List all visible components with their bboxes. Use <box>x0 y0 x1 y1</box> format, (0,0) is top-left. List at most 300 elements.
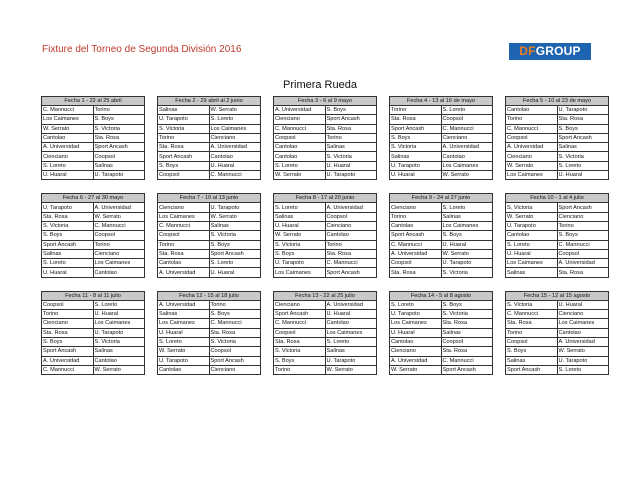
home-team: Torino <box>506 115 558 124</box>
match-row <box>42 203 145 212</box>
match-row <box>158 268 261 277</box>
away-team: S. Boys <box>557 231 609 240</box>
home-team: Los Caimanes <box>42 115 94 124</box>
home-team: U. Tarapoto <box>42 203 94 212</box>
away-team: U. Huaral <box>209 161 261 170</box>
away-team: S. Boys <box>209 240 261 249</box>
away-team: U. Tarapoto <box>209 203 261 212</box>
home-team: U. Tarapoto <box>390 161 442 170</box>
away-team: U. Tarapoto <box>557 356 609 365</box>
home-team: W. Serrato <box>274 171 326 180</box>
match-row <box>506 310 609 319</box>
match-row <box>158 161 261 170</box>
match-row <box>506 115 609 124</box>
home-team: W. Serrato <box>390 365 442 374</box>
match-row <box>274 310 377 319</box>
home-team: S. Boys <box>274 249 326 258</box>
home-team: W. Serrato <box>42 124 94 133</box>
home-team: Coopsol <box>158 171 210 180</box>
away-team: S. Victoria <box>441 268 493 277</box>
away-team: U. Tarapoto <box>441 259 493 268</box>
home-team: A. Universidad <box>390 356 442 365</box>
match-row <box>506 240 609 249</box>
match-row <box>274 347 377 356</box>
match-row <box>42 337 145 346</box>
home-team: Torino <box>390 212 442 221</box>
match-row <box>390 328 493 337</box>
match-row <box>390 133 493 142</box>
fixture-table <box>389 291 493 375</box>
home-team: S. Victoria <box>158 124 210 133</box>
fixture-header: Fecha 6 - 27 al 30 mayo <box>42 194 145 203</box>
fixture-table <box>41 96 145 180</box>
match-row <box>506 347 609 356</box>
away-team: Coopsol <box>557 249 609 258</box>
match-row <box>506 365 609 374</box>
home-team: S. Boys <box>274 356 326 365</box>
home-team: U. Huaral <box>42 171 94 180</box>
match-row <box>506 124 609 133</box>
home-team: Coopsol <box>506 133 558 142</box>
away-team: Salinas <box>557 143 609 152</box>
away-team: W. Serrato <box>209 106 261 115</box>
home-team: Salinas <box>274 212 326 221</box>
away-team: Cienciano <box>557 310 609 319</box>
away-team: S. Victoria <box>93 337 145 346</box>
home-team: W. Serrato <box>274 231 326 240</box>
away-team: Torino <box>325 240 377 249</box>
match-row <box>390 249 493 258</box>
home-team: Sta. Rosa <box>42 328 94 337</box>
match-row <box>158 212 261 221</box>
home-team: Torino <box>158 240 210 249</box>
home-team: C. Mannucci <box>42 106 94 115</box>
home-team: Cienciano <box>274 115 326 124</box>
away-team: S. Victoria <box>209 231 261 240</box>
away-team: Coopsol <box>209 347 261 356</box>
away-team: Los Caimanes <box>209 124 261 133</box>
match-row <box>42 328 145 337</box>
match-row <box>42 300 145 309</box>
match-row <box>274 337 377 346</box>
away-team: S. Loreto <box>93 300 145 309</box>
match-row <box>158 171 261 180</box>
away-team: S. Loreto <box>441 203 493 212</box>
home-team: S. Loreto <box>158 337 210 346</box>
match-row <box>390 231 493 240</box>
match-row <box>390 106 493 115</box>
match-row <box>42 356 145 365</box>
away-team: Sport Ancash <box>93 143 145 152</box>
away-team: S. Loreto <box>441 106 493 115</box>
away-team: Cienciano <box>93 249 145 258</box>
match-row <box>158 240 261 249</box>
match-row <box>390 356 493 365</box>
home-team: S. Loreto <box>42 161 94 170</box>
dfgroup-logo: DFGROUP <box>509 43 591 60</box>
away-team: Sport Ancash <box>441 365 493 374</box>
home-team: S. Loreto <box>42 259 94 268</box>
match-row <box>390 347 493 356</box>
away-team: Los Caimanes <box>441 161 493 170</box>
fixture-table <box>41 291 145 375</box>
match-row <box>390 171 493 180</box>
away-team: Salinas <box>441 212 493 221</box>
home-team: S. Boys <box>42 337 94 346</box>
match-row <box>42 161 145 170</box>
fixture-header: Fecha 5 - 10 al 23 de mayo <box>506 97 609 106</box>
match-row <box>506 337 609 346</box>
match-row <box>42 143 145 152</box>
away-team: C. Mannucci <box>209 319 261 328</box>
fixture-header: Fecha 4 - 13 al 16 de mayo <box>390 97 493 106</box>
home-team: Cantolao <box>506 106 558 115</box>
match-row <box>274 221 377 230</box>
match-row <box>158 133 261 142</box>
fixture-table <box>157 291 261 375</box>
home-team: A. Universidad <box>274 106 326 115</box>
section-title: Primera Rueda <box>283 79 357 91</box>
home-team: Salinas <box>390 152 442 161</box>
away-team: A. Universidad <box>325 203 377 212</box>
away-team: Cantolao <box>93 268 145 277</box>
away-team: Cienciano <box>209 365 261 374</box>
away-team: Cienciano <box>325 221 377 230</box>
home-team: Sta. Rosa <box>390 115 442 124</box>
home-team: Cantolao <box>390 337 442 346</box>
match-row <box>274 106 377 115</box>
away-team: Cantolao <box>441 152 493 161</box>
match-row <box>390 221 493 230</box>
home-team: Coopsol <box>274 328 326 337</box>
away-team: S. Loreto <box>557 161 609 170</box>
home-team: Torino <box>158 133 210 142</box>
match-row <box>158 347 261 356</box>
match-row <box>158 231 261 240</box>
away-team: U. Tarapoto <box>325 356 377 365</box>
match-row <box>274 124 377 133</box>
home-team: Torino <box>390 106 442 115</box>
away-team: A. Universidad <box>209 143 261 152</box>
match-row <box>274 231 377 240</box>
home-team: Los Caimanes <box>390 319 442 328</box>
fixture-header: Fecha 15 - 12 al 15 agosto <box>506 291 609 300</box>
fixture-table <box>505 291 609 375</box>
away-team: W. Serrato <box>557 347 609 356</box>
away-team: Coopsol <box>325 212 377 221</box>
away-team: Salinas <box>93 347 145 356</box>
home-team: A. Universidad <box>158 268 210 277</box>
home-team: Salinas <box>158 106 210 115</box>
away-team: W. Serrato <box>209 212 261 221</box>
fixture-header: Fecha 1 - 22 al 25 abril <box>42 97 145 106</box>
home-team: Sta. Rosa <box>158 249 210 258</box>
match-row <box>158 365 261 374</box>
home-team: Cantolao <box>42 133 94 142</box>
away-team: Los Caimanes <box>93 259 145 268</box>
match-row <box>158 124 261 133</box>
home-team: Cantolao <box>158 365 210 374</box>
away-team: Los Caimanes <box>93 319 145 328</box>
away-team: Cienciano <box>441 133 493 142</box>
away-team: U. Tarapoto <box>93 171 145 180</box>
match-row <box>42 115 145 124</box>
home-team: A. Universidad <box>42 143 94 152</box>
home-team: Cantolao <box>506 231 558 240</box>
match-row <box>158 249 261 258</box>
home-team: Cantolao <box>390 221 442 230</box>
fixture-header: Fecha 12 - 15 al 18 julio <box>158 291 261 300</box>
home-team: Sport Ancash <box>158 152 210 161</box>
away-team: Salinas <box>209 221 261 230</box>
home-team: Salinas <box>506 268 558 277</box>
away-team: U. Tarapoto <box>325 171 377 180</box>
away-team: Cantolao <box>557 328 609 337</box>
away-team: Sport Ancash <box>557 203 609 212</box>
home-team: U. Tarapoto <box>158 356 210 365</box>
match-row <box>506 212 609 221</box>
match-row <box>42 310 145 319</box>
away-team: S. Loreto <box>209 115 261 124</box>
match-row <box>42 171 145 180</box>
match-row <box>158 115 261 124</box>
away-team: S. Loreto <box>325 337 377 346</box>
home-team: S. Boys <box>42 231 94 240</box>
home-team: Torino <box>274 365 326 374</box>
away-team: Los Caimanes <box>441 221 493 230</box>
match-row <box>42 240 145 249</box>
home-team: C. Mannucci <box>390 240 442 249</box>
away-team: U. Huaral <box>325 310 377 319</box>
away-team: W. Serrato <box>93 212 145 221</box>
match-row <box>158 106 261 115</box>
home-team: Sta. Rosa <box>42 212 94 221</box>
home-team: A. Universidad <box>506 143 558 152</box>
home-team: Sta. Rosa <box>506 319 558 328</box>
away-team: S. Victoria <box>325 152 377 161</box>
away-team: S. Boys <box>93 115 145 124</box>
away-team: Sta. Rosa <box>557 115 609 124</box>
match-row <box>506 319 609 328</box>
match-row <box>274 240 377 249</box>
home-team: Cantolao <box>274 152 326 161</box>
away-team: Sta. Rosa <box>325 249 377 258</box>
match-row <box>42 212 145 221</box>
away-team: C. Mannucci <box>325 259 377 268</box>
home-team: Los Caimanes <box>506 171 558 180</box>
match-row <box>42 365 145 374</box>
fixture-table <box>389 193 493 277</box>
match-row <box>506 221 609 230</box>
match-row <box>390 337 493 346</box>
away-team: Sta. Rosa <box>209 328 261 337</box>
home-team: S. Loreto <box>274 203 326 212</box>
match-row <box>390 268 493 277</box>
home-team: U. Huaral <box>506 249 558 258</box>
away-team: U. Tarapoto <box>93 328 145 337</box>
match-row <box>158 152 261 161</box>
away-team: Sport Ancash <box>209 356 261 365</box>
away-team: Torino <box>209 300 261 309</box>
match-row <box>390 203 493 212</box>
away-team: Coopsol <box>441 337 493 346</box>
away-team: U. Huaral <box>325 161 377 170</box>
match-row <box>42 124 145 133</box>
fixture-header: Fecha 8 - 17 al 20 junio <box>274 194 377 203</box>
away-team: Sport Ancash <box>325 115 377 124</box>
match-row <box>274 365 377 374</box>
away-team: C. Mannucci <box>557 240 609 249</box>
match-row <box>42 106 145 115</box>
home-team: S. Boys <box>506 347 558 356</box>
home-team: W. Serrato <box>506 212 558 221</box>
home-team: Cienciano <box>506 152 558 161</box>
away-team: S. Loreto <box>557 365 609 374</box>
match-row <box>274 161 377 170</box>
home-team: Sport Ancash <box>390 231 442 240</box>
home-team: U. Tarapoto <box>158 115 210 124</box>
fixture-table <box>273 193 377 277</box>
match-row <box>274 152 377 161</box>
away-team: Sport Ancash <box>557 133 609 142</box>
away-team: S. Boys <box>325 106 377 115</box>
match-row <box>390 212 493 221</box>
away-team: Cantolao <box>325 319 377 328</box>
match-row <box>506 161 609 170</box>
home-team: Torino <box>506 328 558 337</box>
away-team: A. Universidad <box>557 337 609 346</box>
home-team: U. Tarapoto <box>274 259 326 268</box>
home-team: W. Serrato <box>158 347 210 356</box>
away-team: Sport Ancash <box>209 249 261 258</box>
match-row <box>42 231 145 240</box>
match-row <box>506 249 609 258</box>
home-team: Salinas <box>42 249 94 258</box>
home-team: C. Mannucci <box>274 319 326 328</box>
fixture-table <box>157 96 261 180</box>
match-row <box>42 347 145 356</box>
home-team: S. Loreto <box>390 300 442 309</box>
match-row <box>506 356 609 365</box>
home-team: U. Huaral <box>274 221 326 230</box>
home-team: U. Huaral <box>390 328 442 337</box>
match-row <box>390 259 493 268</box>
home-team: Cantolao <box>274 143 326 152</box>
away-team: A. Universidad <box>325 300 377 309</box>
match-row <box>42 152 145 161</box>
home-team: Salinas <box>158 310 210 319</box>
fixture-header: Fecha 9 - 24 al 27 junio <box>390 194 493 203</box>
fixture-table <box>41 193 145 277</box>
home-team: Cienciano <box>42 319 94 328</box>
match-row <box>42 249 145 258</box>
match-row <box>42 221 145 230</box>
away-team: S. Boys <box>209 310 261 319</box>
home-team: Sport Ancash <box>274 310 326 319</box>
away-team: Cienciano <box>209 133 261 142</box>
match-row <box>274 328 377 337</box>
fixture-table <box>273 291 377 375</box>
fixture-header: Fecha 13 - 22 al 25 julio <box>274 291 377 300</box>
away-team: Sport Ancash <box>325 268 377 277</box>
match-row <box>42 259 145 268</box>
match-row <box>274 319 377 328</box>
match-row <box>390 310 493 319</box>
away-team: A. Universidad <box>93 203 145 212</box>
home-team: C. Mannucci <box>274 124 326 133</box>
away-team: Sta. Rosa <box>557 268 609 277</box>
away-team: W. Serrato <box>325 365 377 374</box>
match-row <box>506 259 609 268</box>
home-team: S. Boys <box>158 161 210 170</box>
home-team: Cienciano <box>274 300 326 309</box>
away-team: Coopsol <box>93 152 145 161</box>
home-team: S. Victoria <box>506 203 558 212</box>
away-team: W. Serrato <box>441 171 493 180</box>
away-team: A. Universidad <box>557 259 609 268</box>
home-team: C. Mannucci <box>42 365 94 374</box>
match-row <box>506 300 609 309</box>
home-team: Sport Ancash <box>42 347 94 356</box>
fixture-header: Fecha 14 - 5 al 8 agosto <box>390 291 493 300</box>
match-row <box>274 268 377 277</box>
fixture-table <box>389 96 493 180</box>
home-team: Los Caimanes <box>158 319 210 328</box>
home-team: Coopsol <box>42 300 94 309</box>
home-team: Sta. Rosa <box>274 337 326 346</box>
away-team: Torino <box>93 240 145 249</box>
match-row <box>158 300 261 309</box>
match-row <box>506 231 609 240</box>
match-row <box>158 337 261 346</box>
fixture-header: Fecha 2 - 29 abril al 2 junio <box>158 97 261 106</box>
match-row <box>158 259 261 268</box>
home-team: Sta. Rosa <box>158 143 210 152</box>
home-team: Cienciano <box>158 203 210 212</box>
match-row <box>274 300 377 309</box>
home-team: Los Caimanes <box>506 259 558 268</box>
match-row <box>274 115 377 124</box>
away-team: Cantolao <box>325 231 377 240</box>
home-team: Coopsol <box>390 259 442 268</box>
away-team: Sta. Rosa <box>93 133 145 142</box>
away-team: S. Loreto <box>209 259 261 268</box>
match-row <box>390 161 493 170</box>
match-row <box>274 249 377 258</box>
fixture-table <box>157 193 261 277</box>
home-team: A. Universidad <box>42 356 94 365</box>
fixture-table <box>505 193 609 277</box>
match-row <box>506 328 609 337</box>
match-row <box>390 240 493 249</box>
home-team: S. Loreto <box>274 161 326 170</box>
home-team: U. Huaral <box>42 268 94 277</box>
match-row <box>274 356 377 365</box>
away-team: Sta. Rosa <box>441 319 493 328</box>
match-row <box>158 221 261 230</box>
match-row <box>390 319 493 328</box>
match-row <box>42 133 145 142</box>
away-team: Cantolao <box>209 152 261 161</box>
fixture-header: Fecha 11 - 8 al 11 julio <box>42 291 145 300</box>
home-team: Sport Ancash <box>506 365 558 374</box>
away-team: Cantolao <box>93 356 145 365</box>
match-row <box>158 328 261 337</box>
away-team: Torino <box>325 133 377 142</box>
away-team: S. Boys <box>557 124 609 133</box>
home-team: U. Tarapoto <box>390 310 442 319</box>
away-team: S. Boys <box>441 300 493 309</box>
